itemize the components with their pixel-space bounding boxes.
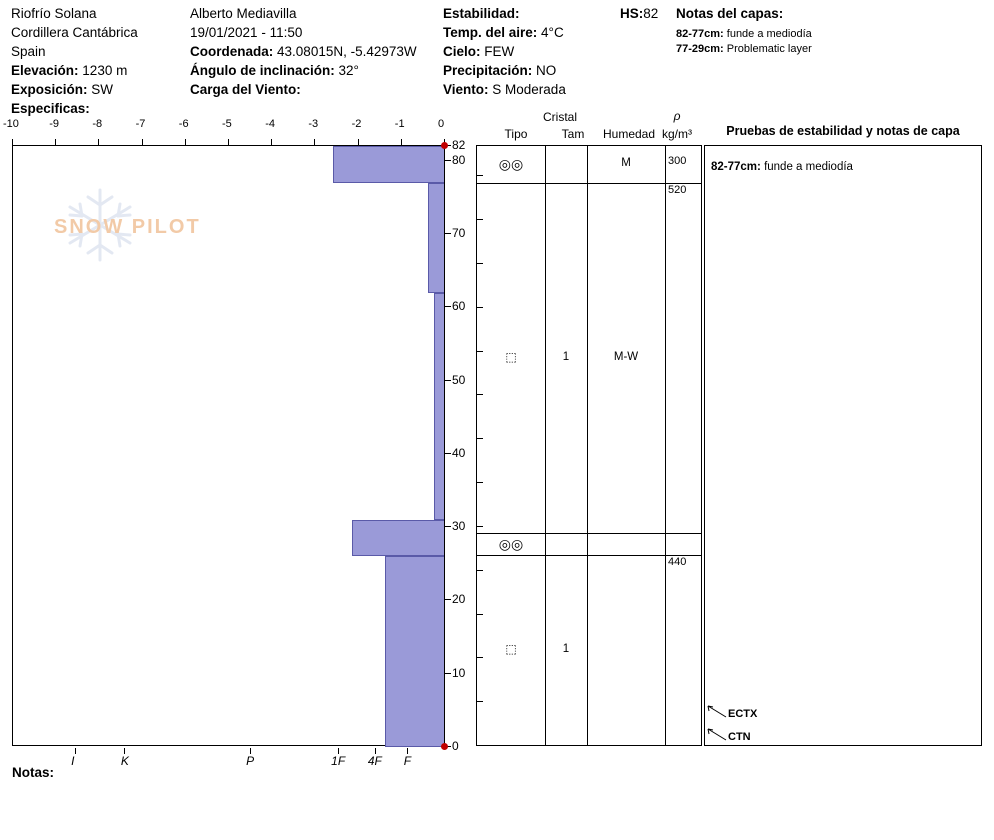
- coordinate-label: Coordenada:: [190, 44, 274, 59]
- depth-tick: [444, 233, 451, 234]
- hardness-class-label: P: [246, 754, 255, 768]
- header-weather-column: [443, 4, 618, 99]
- layer-note-2-text: Problematic layer: [726, 43, 812, 55]
- hardness-class-label: F: [403, 754, 412, 768]
- sky-value: FEW: [484, 44, 515, 59]
- grain-type-header: Tipo: [504, 127, 528, 141]
- grain-type-symbol: ⬚: [505, 642, 517, 657]
- depth-tick: [444, 673, 451, 674]
- hardness-tick-label: 0: [438, 118, 445, 130]
- hardness-tick-label: -9: [49, 118, 59, 130]
- density-symbol-header: ρ: [673, 109, 681, 123]
- grain-table-divider: [587, 146, 588, 745]
- profile-header: [0, 0, 994, 116]
- hardness-tick-label: -4: [265, 118, 275, 130]
- layer-note-1: [676, 27, 986, 42]
- wind-label: Viento:: [443, 82, 489, 97]
- grain-table: [476, 145, 702, 746]
- precipitation-label: Precipitación:: [443, 63, 533, 78]
- hardness-class-label: K: [120, 754, 129, 768]
- density-value: 440: [668, 556, 687, 569]
- depth-tick: [444, 599, 451, 600]
- grain-type-symbol: ◎◎: [498, 156, 524, 173]
- profile-endpoint-marker: [441, 743, 448, 750]
- depth-tick: [444, 306, 451, 307]
- depth-tick: [444, 453, 451, 454]
- airtemp-value: 4°C: [541, 25, 564, 40]
- aspect-label: Exposición:: [11, 82, 88, 97]
- grain-moisture-header: Humedad: [602, 127, 656, 141]
- header-site-column: [11, 4, 191, 118]
- incline-label: Ángulo de inclinación:: [190, 63, 335, 78]
- site-name: Riofrío Solana: [11, 6, 97, 21]
- depth-tick-label: 20: [452, 592, 466, 607]
- grain-column-tick: [477, 657, 483, 658]
- depth-tick: [444, 160, 451, 161]
- elevation-value: 1230 m: [82, 63, 128, 78]
- stability-test-pointer-icon: [706, 727, 728, 743]
- incline-value: 32°: [338, 63, 359, 78]
- hardness-tick-label: -10: [3, 118, 19, 130]
- hardness-tick-label: -7: [135, 118, 146, 130]
- hardness-layer-bar: [385, 556, 445, 747]
- coordinate-value: 43.08015N, -5.42973W: [277, 44, 417, 59]
- hardness-axis-bottom: [12, 748, 446, 770]
- hardness-tick-label: -6: [178, 118, 189, 130]
- notes-label: Notas:: [12, 765, 55, 780]
- snowpilot-watermark: [40, 180, 220, 270]
- layer-notes-title: Notas del capas:: [676, 6, 784, 21]
- stability-test-label: ECTX: [728, 708, 758, 721]
- depth-tick: [444, 380, 451, 381]
- depth-tick-label: 30: [452, 519, 466, 534]
- depth-tick-label: 40: [452, 445, 466, 460]
- grain-column-tick: [477, 701, 483, 702]
- depth-tick: [444, 526, 451, 527]
- stability-column-header: Pruebas de estabilidad y notas de capa: [726, 124, 960, 138]
- precipitation-value: NO: [536, 63, 557, 78]
- layer-note-2-range: 77-29cm:: [676, 43, 724, 55]
- hardness-tick-label: -2: [351, 118, 362, 130]
- grain-column-tick: [477, 438, 483, 439]
- grain-size-value: 1: [562, 643, 570, 656]
- hardness-tick-label: -1: [394, 118, 405, 130]
- depth-tick-label: 82: [452, 138, 466, 152]
- hardness-class-label: I: [71, 754, 75, 768]
- elevation-label: Elevación:: [11, 63, 79, 78]
- grain-group-header: Cristal: [542, 110, 577, 124]
- header-observer-column: [190, 4, 440, 99]
- grain-column-tick: [477, 614, 483, 615]
- hardness-layer-bar: [333, 146, 445, 183]
- hardness-layer-bar: [428, 183, 445, 293]
- depth-tick-label: 50: [452, 372, 466, 387]
- grain-moisture-value: M-W: [613, 350, 639, 363]
- specifics-label: Especificas:: [11, 101, 90, 116]
- grain-column-tick: [477, 351, 483, 352]
- grain-column-tick: [477, 307, 483, 308]
- grain-type-symbol: ⬚: [505, 349, 517, 364]
- hardness-tick-label: -8: [92, 118, 103, 130]
- layer-note-1-range: 82-77cm:: [676, 28, 724, 40]
- depth-tick-label: 0: [452, 739, 459, 753]
- windload-label: Carga del Viento:: [190, 82, 301, 97]
- depth-tick-label: 70: [452, 225, 466, 240]
- layer-note-1-text: funde a mediodía: [726, 28, 812, 40]
- hardness-tick-label: -3: [308, 118, 319, 130]
- stability-label: Estabilidad:: [443, 6, 520, 21]
- watermark-text: SNOW PILOT: [54, 216, 201, 238]
- header-layer-notes-column: [676, 4, 986, 57]
- grain-column-tick: [477, 482, 483, 483]
- wind-value: S Moderada: [492, 82, 566, 97]
- hardness-class-tick: [75, 748, 76, 754]
- grain-moisture-value: M: [621, 157, 631, 170]
- stability-test-label: CTN: [728, 730, 751, 743]
- depth-tick-label: 60: [452, 299, 466, 314]
- density-units-header: kg/m³: [662, 127, 692, 141]
- grain-type-symbol: ◎◎: [498, 536, 524, 553]
- hardness-class-label: 4F: [367, 754, 382, 768]
- hardness-class-label: 1F: [331, 754, 346, 768]
- site-country: Spain: [11, 44, 46, 59]
- hardness-layer-bar: [352, 520, 445, 557]
- density-value: 300: [668, 154, 687, 167]
- stability-notes-column: [704, 145, 982, 746]
- grain-size-header: Tam: [561, 127, 585, 141]
- aspect-value: SW: [91, 82, 114, 97]
- grain-column-tick: [477, 219, 483, 220]
- grain-table-divider: [665, 146, 666, 745]
- observer-name: Alberto Mediavilla: [190, 6, 297, 21]
- observation-datetime: 19/01/2021 - 11:50: [190, 25, 303, 40]
- grain-table-divider: [545, 146, 546, 745]
- sky-label: Cielo:: [443, 44, 481, 59]
- density-value: 520: [668, 183, 687, 196]
- grain-row-divider: [477, 533, 701, 534]
- header-hs-column: [620, 4, 680, 23]
- stability-layer-note: 82-77cm: funde a mediodía: [711, 160, 853, 173]
- depth-tick-label: 80: [452, 152, 466, 167]
- hs-label: HS:: [620, 6, 644, 21]
- airtemp-label: Temp. del aire:: [443, 25, 538, 40]
- layer-note-2: [676, 42, 986, 57]
- grain-column-tick: [477, 175, 483, 176]
- depth-tick-label: 10: [452, 665, 466, 680]
- grain-column-tick: [477, 394, 483, 395]
- site-range: Cordillera Cantábrica: [11, 25, 138, 40]
- depth-axis: [444, 138, 472, 753]
- hs-value: 82: [643, 6, 659, 21]
- grain-column-tick: [477, 570, 483, 571]
- stability-test-pointer-icon: [706, 704, 728, 720]
- grain-column-tick: [477, 526, 483, 527]
- grain-size-value: 1: [562, 350, 570, 363]
- profile-endpoint-marker: [441, 142, 448, 149]
- hardness-tick-label: -5: [222, 118, 232, 130]
- grain-table-headers: [476, 110, 702, 146]
- hardness-axis-top: [3, 118, 446, 145]
- grain-column-tick: [477, 263, 483, 264]
